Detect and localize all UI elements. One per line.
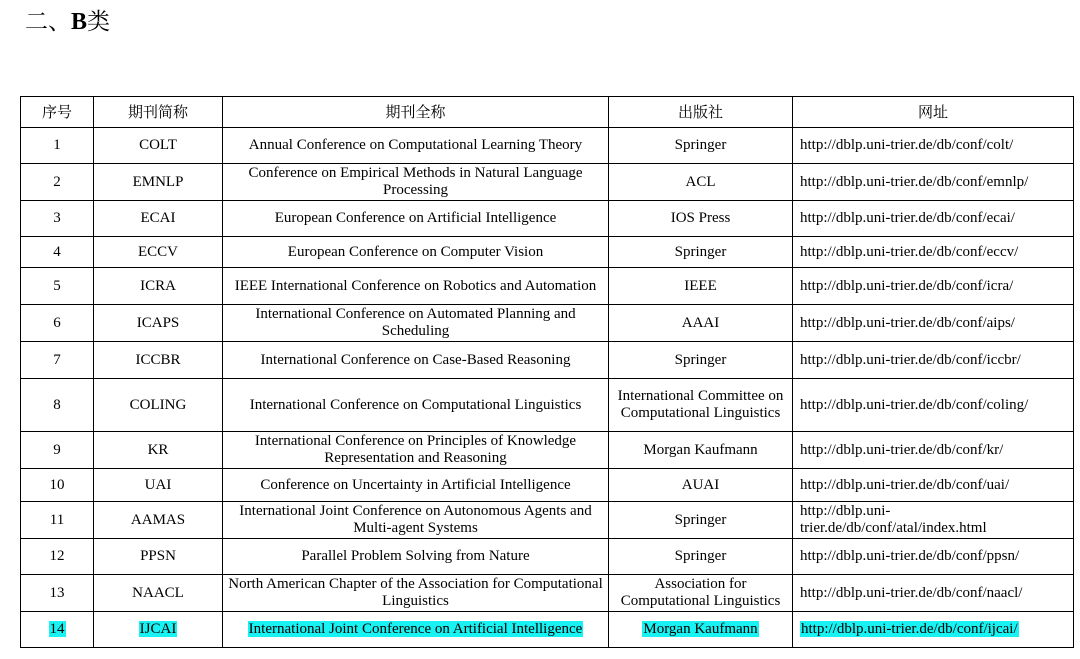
abbr-cell (94, 432, 223, 469)
heading-prefix: 二、 (25, 9, 71, 35)
url-text[interactable]: http://dblp.uni-trier.de/db/conf/ppsn/ (800, 548, 1020, 564)
col-header-url: 网址 (793, 97, 1074, 128)
publisher-text: Association for Computational Linguistics (620, 576, 781, 609)
fullname-text: Annual Conference on Computational Learning Theory (248, 137, 583, 153)
publisher-cell (609, 268, 793, 305)
fullname-text: IEEE International Conference on Robotics and Automation (234, 277, 597, 294)
table-row (21, 237, 1074, 268)
fullname-cell (223, 469, 609, 502)
fullname-cell (223, 201, 609, 237)
fullname-text: International Joint Conference on Autonomous Agents and Multi-agent Systems (239, 503, 592, 536)
fullname-cell (223, 539, 609, 575)
url-cell[interactable] (793, 164, 1074, 201)
table-row (21, 342, 1074, 379)
table-row (21, 432, 1074, 469)
table-row (21, 201, 1074, 237)
table-body (21, 128, 1074, 648)
fullname-cell (223, 305, 609, 342)
url-cell[interactable] (793, 469, 1074, 502)
row-number-cell (21, 237, 94, 268)
abbr-cell (94, 128, 223, 164)
row-number-cell (21, 379, 94, 432)
publisher-cell (609, 164, 793, 201)
publisher-cell (609, 237, 793, 268)
abbr-text: NAACL (132, 584, 184, 601)
row-number-text: 1 (53, 137, 61, 153)
url-text[interactable]: http://dblp.uni-trier.de/db/conf/ijcai/ (801, 621, 1018, 637)
publisher-cell (609, 469, 793, 502)
url-text[interactable]: http://dblp.uni-trier.de/db/conf/naacl/ (800, 584, 1023, 601)
row-number-text: 9 (53, 441, 61, 458)
abbr-cell (94, 539, 223, 575)
url-text[interactable]: http://dblp.uni-trier.de/db/conf/aips/ (800, 314, 1015, 331)
fullname-text: International Joint Conference on Artificial Intelligence (248, 621, 583, 637)
url-cell[interactable] (793, 432, 1074, 469)
row-number-cell (21, 164, 94, 201)
col-header-number: 序号 (21, 97, 94, 128)
url-text[interactable]: http://dblp.uni-trier.de/db/conf/coling/ (800, 396, 1029, 413)
abbr-cell (94, 502, 223, 539)
table-row (21, 379, 1074, 432)
table-row (21, 539, 1074, 575)
fullname-cell (223, 164, 609, 201)
url-cell[interactable] (793, 201, 1074, 237)
url-cell[interactable] (793, 502, 1074, 539)
fullname-text: International Conference on Computational Linguistics (249, 396, 582, 413)
abbr-text: AAMAS (130, 511, 186, 528)
url-cell[interactable] (793, 305, 1074, 342)
row-number-text: 5 (53, 277, 61, 294)
publisher-text: Springer (674, 511, 727, 528)
row-number-text: 6 (53, 314, 61, 331)
url-text[interactable]: http://dblp.uni-trier.de/db/conf/uai/ (800, 476, 1010, 493)
abbr-cell (94, 164, 223, 201)
row-number-text: 13 (49, 584, 65, 601)
publisher-text: Springer (674, 548, 727, 564)
publisher-text: Springer (674, 137, 727, 153)
fullname-cell (223, 502, 609, 539)
publisher-cell (609, 379, 793, 432)
url-text[interactable]: http://dblp.uni-trier.de/db/conf/colt/ (800, 137, 1014, 153)
url-cell[interactable] (793, 237, 1074, 268)
col-header-publisher: 出版社 (609, 97, 793, 128)
row-number-text: 3 (53, 210, 61, 226)
publisher-cell (609, 432, 793, 469)
row-number-cell (21, 305, 94, 342)
row-number-cell (21, 342, 94, 379)
url-cell[interactable] (793, 268, 1074, 305)
url-text[interactable]: http://dblp.uni-trier.de/db/conf/emnlp/ (800, 173, 1029, 190)
fullname-cell (223, 237, 609, 268)
publisher-text: IEEE (684, 277, 717, 294)
abbr-text: ICAPS (136, 314, 180, 331)
abbr-text: ECCV (137, 243, 178, 260)
publisher-text: Morgan Kaufmann (643, 621, 758, 637)
publisher-text: IOS Press (670, 210, 731, 226)
heading-letter: B (71, 9, 88, 35)
table-row (21, 502, 1074, 539)
row-number-text: 4 (53, 243, 61, 260)
abbr-text: UAI (144, 476, 172, 493)
heading-suffix: 类 (87, 9, 111, 35)
fullname-text: International Conference on Automated Planning and Scheduling (255, 306, 576, 339)
fullname-text: North American Chapter of the Association for Computational Linguistics (228, 576, 603, 609)
row-number-text: 2 (53, 173, 61, 190)
conference-table (20, 96, 1074, 648)
publisher-text: Springer (674, 243, 727, 260)
url-cell[interactable] (793, 128, 1074, 164)
fullname-cell (223, 128, 609, 164)
col-header-abbr: 期刊简称 (94, 97, 223, 128)
table-row (21, 469, 1074, 502)
fullname-cell (223, 575, 609, 612)
row-number-text: 10 (49, 476, 65, 493)
row-number-text: 12 (49, 548, 65, 564)
fullname-text: International Conference on Principles of Knowledge Representation and Reasoning (254, 433, 577, 466)
abbr-text: KR (147, 441, 169, 458)
abbr-text: ICRA (140, 277, 176, 294)
url-cell[interactable] (793, 575, 1074, 612)
abbr-text: EMNLP (132, 173, 184, 190)
fullname-text: European Conference on Artificial Intelligence (274, 210, 557, 226)
fullname-cell (223, 379, 609, 432)
table-row (21, 128, 1074, 164)
fullname-text: Parallel Problem Solving from Nature (301, 548, 530, 564)
fullname-cell (223, 612, 609, 648)
url-text[interactable]: http://dblp.uni-trier.de/db/conf/eccv/ (800, 243, 1019, 260)
abbr-cell (94, 469, 223, 502)
abbr-text: PPSN (140, 548, 176, 564)
publisher-cell (609, 305, 793, 342)
row-number-text: 11 (49, 511, 65, 528)
url-text[interactable]: http://dblp.uni-trier.de/db/conf/ecai/ (800, 210, 1015, 226)
section-heading (25, 6, 110, 38)
abbr-cell (94, 305, 223, 342)
row-number-cell (21, 432, 94, 469)
abbr-cell (94, 612, 223, 648)
abbr-cell (94, 379, 223, 432)
abbr-cell (94, 342, 223, 379)
publisher-text: AAAI (681, 314, 720, 331)
row-number-cell (21, 502, 94, 539)
row-number-cell (21, 469, 94, 502)
publisher-cell (609, 201, 793, 237)
fullname-text: Conference on Uncertainty in Artificial Intelligence (260, 476, 571, 493)
col-header-fullname: 期刊全称 (223, 97, 609, 128)
abbr-cell (94, 268, 223, 305)
fullname-cell (223, 432, 609, 469)
abbr-text: ECAI (140, 210, 176, 226)
url-cell[interactable] (793, 342, 1074, 379)
table-row (21, 612, 1074, 648)
row-number-cell (21, 612, 94, 648)
publisher-text: International Committee on Computational Linguistics (617, 388, 784, 421)
publisher-cell (609, 128, 793, 164)
publisher-cell (609, 502, 793, 539)
row-number-text: 14 (49, 621, 65, 637)
row-number-cell (21, 575, 94, 612)
url-cell[interactable] (793, 379, 1074, 432)
abbr-cell (94, 575, 223, 612)
table-row (21, 305, 1074, 342)
row-number-cell (21, 201, 94, 237)
url-text[interactable]: http://dblp.uni-trier.de/db/conf/kr/ (800, 441, 1004, 458)
publisher-cell (609, 539, 793, 575)
row-number-cell (21, 539, 94, 575)
abbr-cell (94, 237, 223, 268)
fullname-cell (223, 268, 609, 305)
publisher-text: Springer (674, 351, 727, 368)
url-cell[interactable] (793, 612, 1074, 648)
url-cell[interactable] (793, 539, 1074, 575)
row-number-cell (21, 128, 94, 164)
publisher-text: ACL (685, 173, 716, 190)
publisher-cell (609, 342, 793, 379)
fullname-text: International Conference on Case-Based Reasoning (260, 351, 571, 368)
abbr-text: COLING (129, 396, 187, 413)
row-number-text: 8 (53, 396, 61, 413)
publisher-text: AUAI (681, 476, 720, 493)
abbr-cell (94, 201, 223, 237)
fullname-cell (223, 342, 609, 379)
abbr-text: ICCBR (135, 351, 181, 368)
url-text[interactable]: http://dblp.uni-trier.de/db/conf/icra/ (800, 277, 1014, 294)
publisher-cell (609, 575, 793, 612)
abbr-text: IJCAI (139, 621, 177, 637)
url-text[interactable]: http://dblp.uni-trier.de/db/conf/iccbr/ (800, 351, 1021, 368)
row-number-cell (21, 268, 94, 305)
table-row (21, 575, 1074, 612)
row-number-text: 7 (53, 351, 61, 368)
table-row (21, 268, 1074, 305)
fullname-text: European Conference on Computer Vision (287, 243, 544, 260)
publisher-cell (609, 612, 793, 648)
url-text[interactable]: http://dblp.uni- trier.de/db/conf/atal/index.html (800, 503, 987, 536)
fullname-text: Conference on Empirical Methods in Natural Language Processing (248, 165, 583, 198)
abbr-text: COLT (139, 137, 177, 153)
table-row (21, 164, 1074, 201)
publisher-text: Morgan Kaufmann (643, 441, 758, 458)
table-header-row (21, 97, 1074, 128)
